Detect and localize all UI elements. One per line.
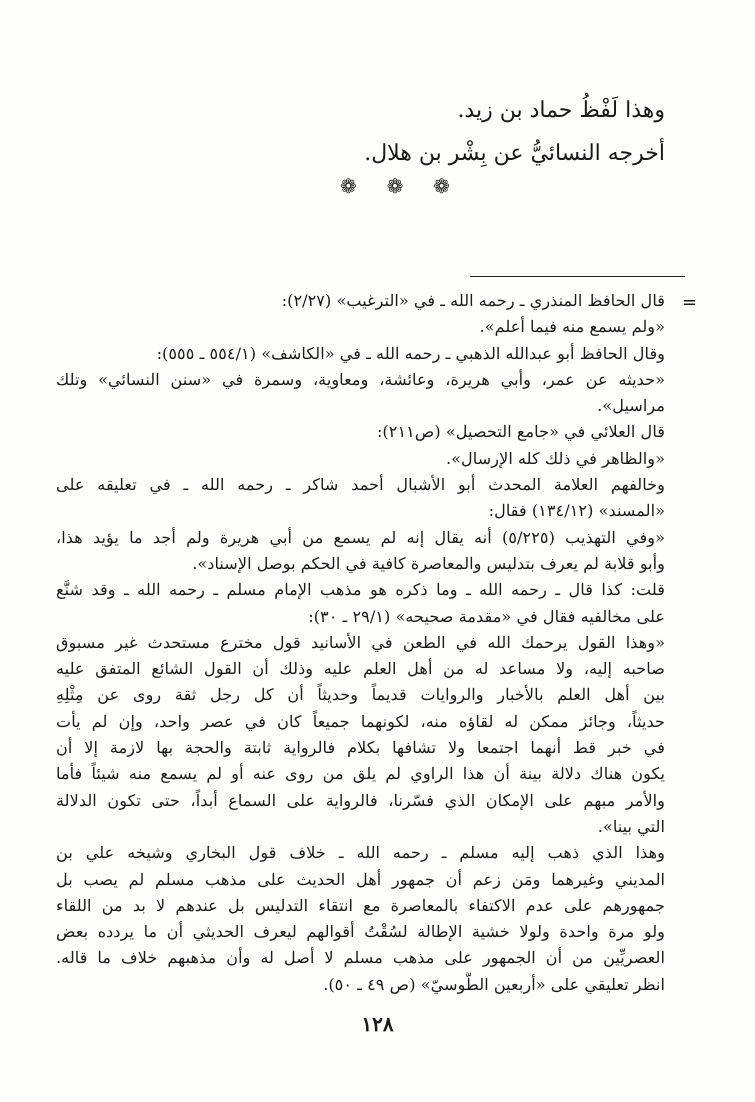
footnote-line: وهذا الذي ذهب إليه مسلم ـ رحمه الله ـ خلاف قول البخاري وشيخه علي بن — [56, 843, 665, 863]
footnote-line: وخالفهم العلامة المحدث أبو الأشبال أحمد شاكر ـ رحمه الله ـ في تعليقه على — [56, 475, 665, 495]
footnote-line: المديني وغيرهما ومَن زعم أن جمهور أهل الحديث على مذهب مسلم لم يصب بل — [56, 869, 665, 889]
footnote-line: مراسيل». — [597, 396, 665, 416]
footnote-line: «والظاهر في ذلك كله الإرسال». — [445, 448, 665, 468]
flower-ornament-icon: ❁ — [340, 174, 357, 198]
footnotes — [56, 288, 665, 998]
footnote-continuation-mark: = — [681, 292, 697, 313]
section-divider-ornaments — [340, 176, 450, 196]
footnote-line: «وهذا القول يرحمك الله في الطعن في الأسانيد قول مخترع مستحدث غير مسبوق — [56, 632, 665, 652]
flower-ornament-icon: ❁ — [386, 174, 404, 198]
footnote-line: والأمر مبهم على الإمكان الذي فسّرنا، فالرواية على السماع أبداً، حتى تكون الدلالة — [56, 790, 665, 810]
footnote-line: بين أهل العلم بالأخبار والروايات قديماً وحديثاً أن كل رجل ثقة روى عن مِثْلِهِ — [56, 685, 665, 705]
footnote-line: في خبر قط أنهما اجتمعا ولا تشافها بكلام فالرواية ثابتة والحجة بها لازمة إلا أن — [56, 738, 665, 758]
footnote-line: قال الحافظ المنذري ـ رحمه الله ـ في «الترغيب» (٢/٢٧): — [281, 291, 665, 310]
footnote-line: «حديثه عن عمر، وأبي هريرة، وعائشة، ومعاوية، وسمرة في «سنن النسائي» وتلك — [56, 369, 665, 389]
main-text-line-2: أخرجه النسائيُّ عن بِشْر بن هلال. — [364, 141, 665, 166]
footnote-line: حديثاً، وجائز ممكن له لقاؤه منه، لكونهما جميعاً كان في عصر واحد، وإن لم يأت — [56, 711, 665, 731]
footnote-line: التي بينا». — [597, 816, 665, 836]
footnote-line: «وفي التهذيب (٥/٢٢٥) أنه يقال إنه لم يسمع من أبي هريرة ولم أجد ما يؤيد هذا، — [56, 527, 665, 547]
footnote-line: انظر تعليقي على «أربعين الطُّوسيّ» (ص ٤٩ ـ ٥٠). — [323, 974, 665, 994]
footnote-separator — [470, 276, 685, 277]
footnote-line: «ولم يسمع منه فيما أعلم». — [479, 317, 665, 337]
footnote-line: وقال الحافظ أبو عبدالله الذهبي ـ رحمه الله ـ في «الكاشف» (٥٥٤/١ ـ ٥٥٥): — [156, 343, 665, 363]
footnote-line: يكون هناك دلالة بينة أن هذا الراوي لم يلق من روى عنه أو لم يسمع منه شيئاً فأما — [56, 764, 665, 784]
main-text-line-1: وهذا لَفْظُ حماد بن زيد. — [457, 98, 665, 123]
footnote-line: العصريِّين من أن الجمهور على مذهب مسلم لا أصل له وأن مذهبهم خلاف ما قاله. — [56, 948, 665, 968]
page-number: ١٢٨ — [361, 1012, 394, 1036]
footnote-line: جمهورهم على عدم الاكتفاء بالمعاصرة مع انتقاء التدليس بل عندهم لا بد من اللقاء — [56, 895, 665, 915]
footnote-line: قلت: كذا قال ـ رحمه الله ـ وما ذكره هو مذهب الإمام مسلم ـ رحمه الله ـ وقد شنَّع — [56, 580, 665, 600]
footnote-line: ولو مرة واحدة ولولا خشية الإطالة لسُقْتُ أقوالهم ليعرف الحديثي أن ما يردده بعض — [56, 922, 665, 942]
footnote-line: صاحبه إليه، ولا مساعد له من أهل العلم عليه وذلك أن القول الشائع المتفق عليه — [56, 659, 665, 679]
footnote-line: على مخالفيه فقال في «مقدمة صحيحه» (٢٩/١ ـ ٣٠): — [308, 606, 665, 626]
footnote-line: وأبو قلابة لم يعرف بتدليس والمعاصرة كافية في الحكم بوصل الإسناد». — [192, 553, 665, 573]
footnote-line: «المسند» (١٣٤/١٢) فقال: — [488, 501, 665, 521]
footnote-line: قال العلائي في «جامع التحصيل» (ص٢١١): — [376, 422, 665, 442]
flower-ornament-icon: ❁ — [433, 174, 450, 198]
